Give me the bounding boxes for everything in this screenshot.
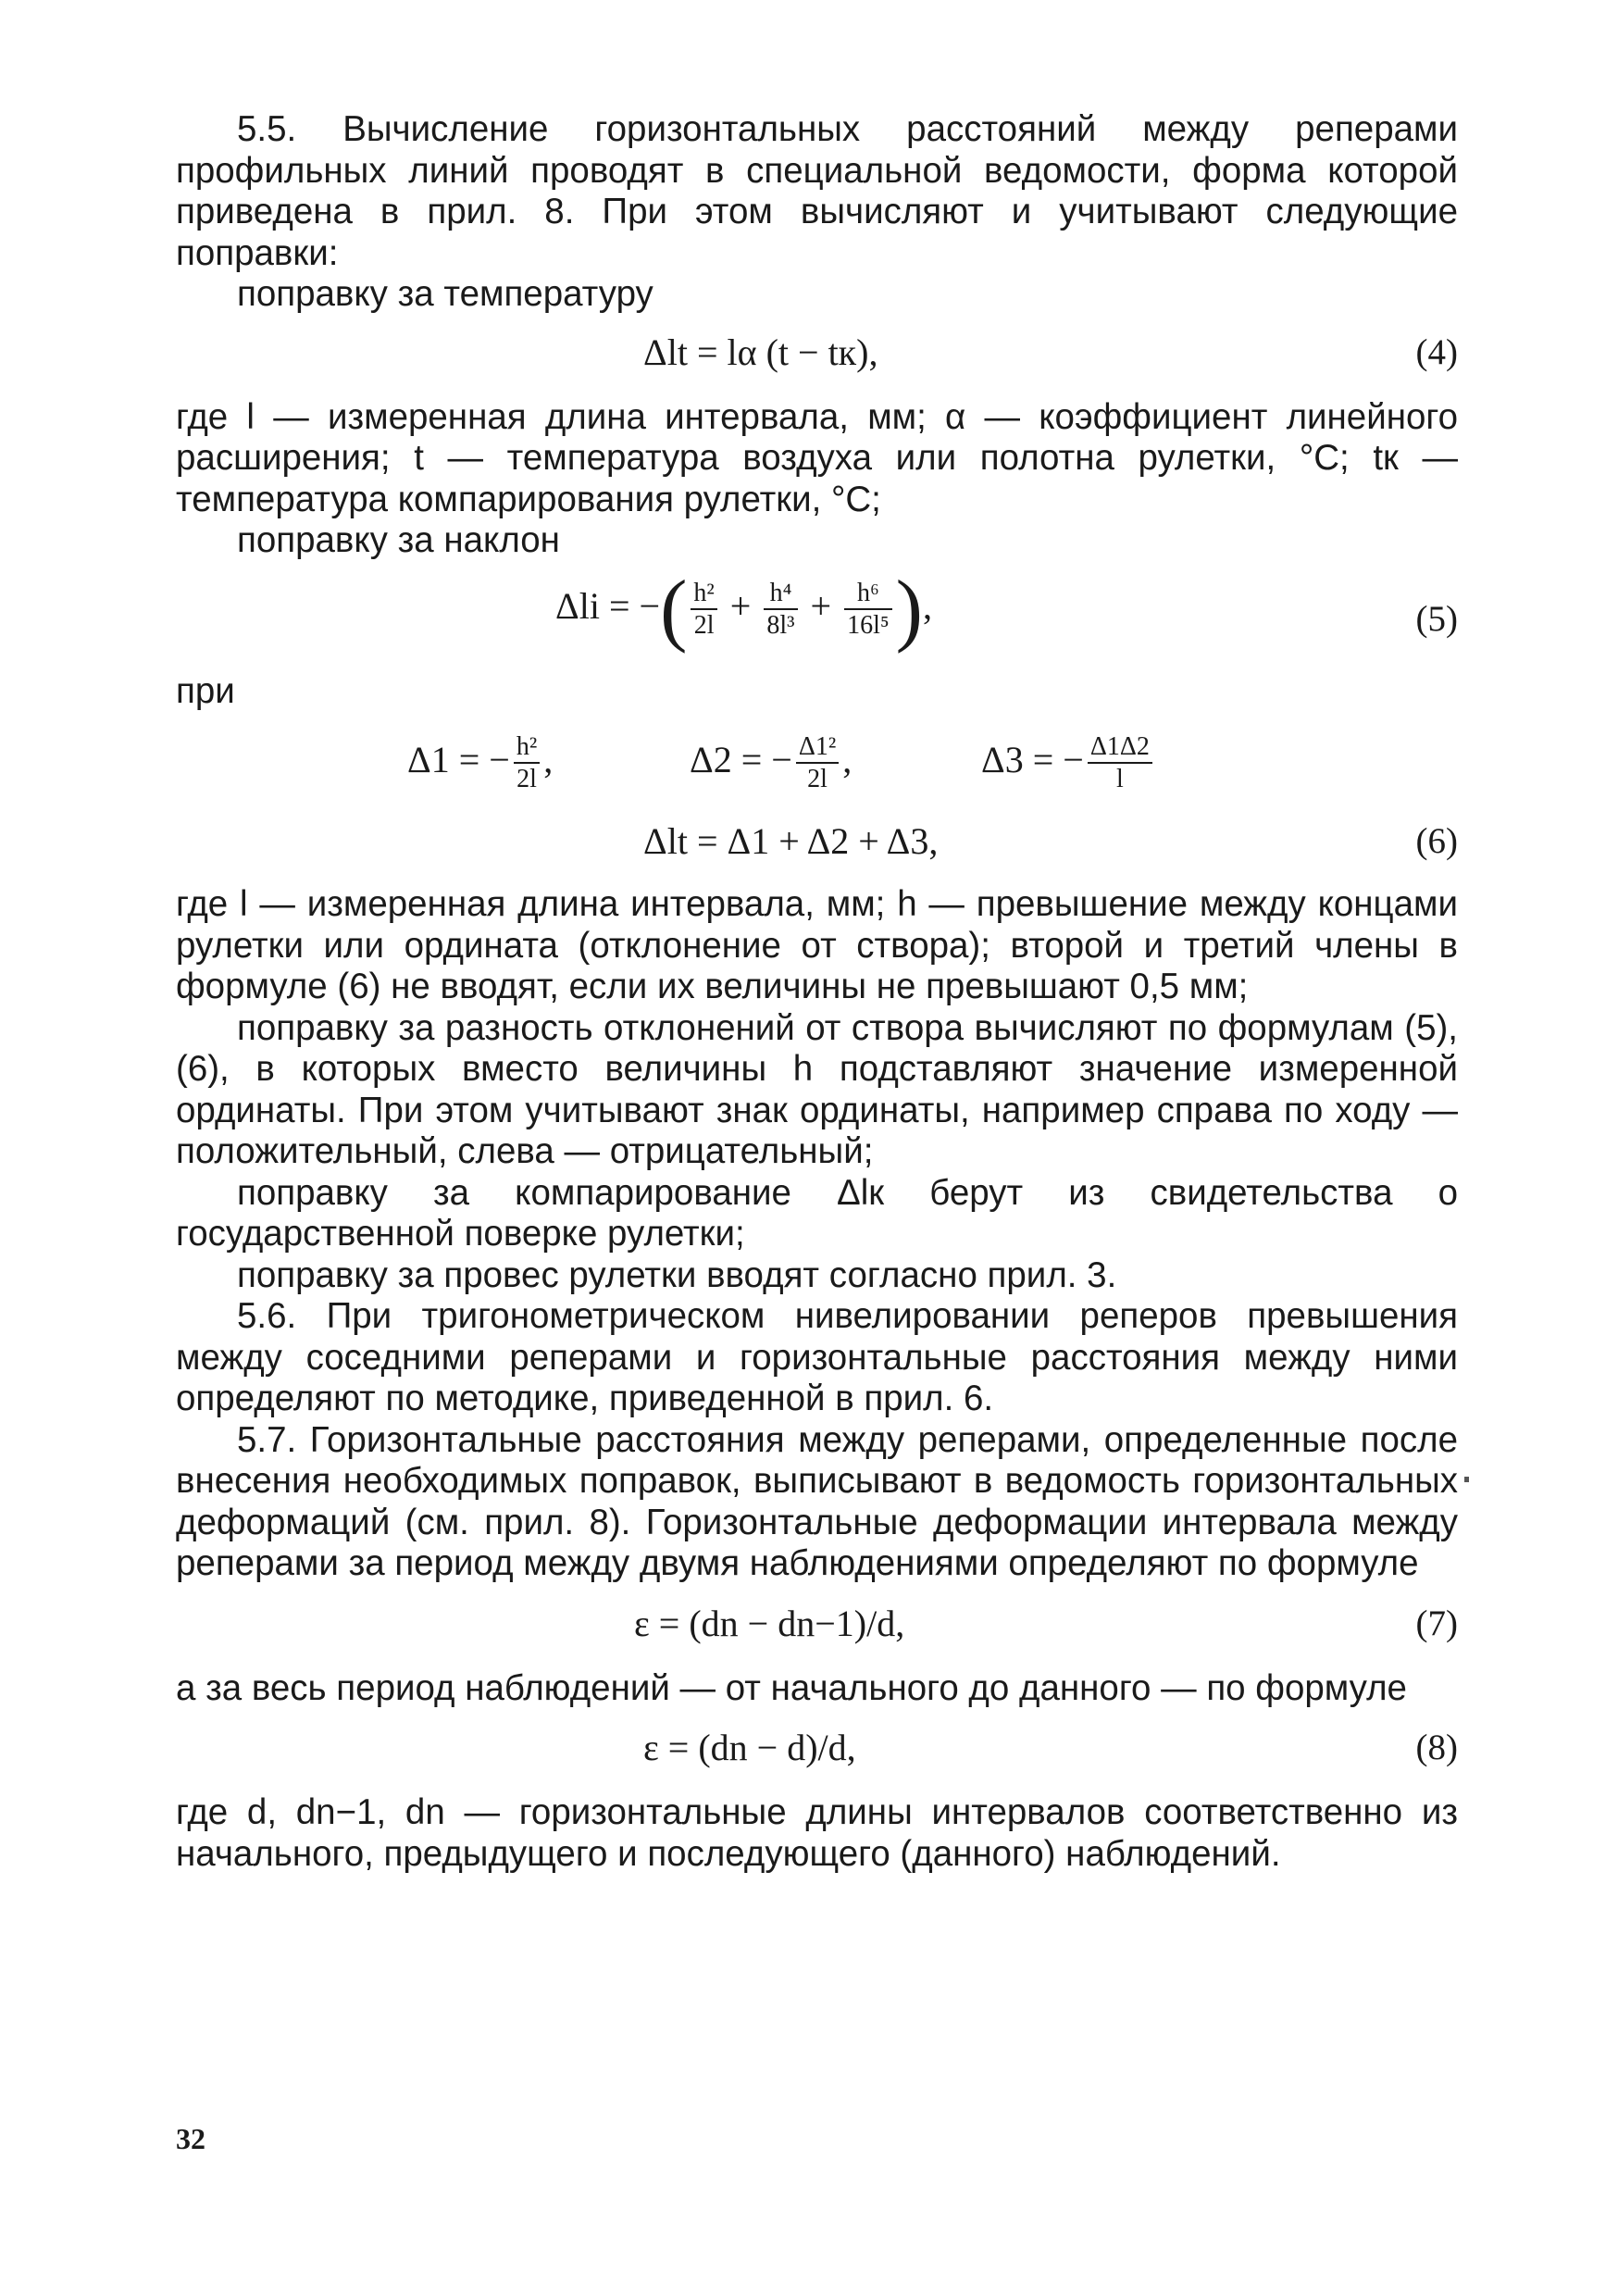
formula-8-expression: ε = (dn − d)/d, (643, 1727, 856, 1768)
formula-4 (176, 316, 1458, 397)
formula-5-term-3-denominator: 16l⁵ (847, 610, 890, 640)
formula-6-deltas (176, 719, 1458, 810)
formula-5-lhs: Δli = − (555, 584, 661, 627)
formula-6-delta-3-denominator: l (1115, 765, 1124, 793)
formula-6-number: (6) (1415, 821, 1458, 861)
formula-6-delta-3-lhs: Δ3 = − (981, 739, 1084, 781)
formula-6-sum: Δlt = Δ1 + Δ2 + Δ3, (643, 820, 939, 862)
formula-7 (176, 1585, 1458, 1668)
formula-6-delta-3-numerator: Δ1Δ2 (1088, 732, 1152, 764)
paragraph-sag-correction: поправку за провес рулетки вводят согласно прил. 3. (237, 1254, 1117, 1295)
paragraph-alignment-correction: поправку за разность отклонений от створа вычисляют по формулам (5), (6), в которых вместо величины h подставляют значение измеренной ординаты. При этом учитывают знак ординаты, например справа по ходу — положительный, слева — отрицательный; (176, 1007, 1458, 1171)
formula-6-delta-2: Δ2 = − $\frac{\text{Δ1²}}{2l}$ , (690, 732, 853, 793)
formula-6-delta-3-fraction (1088, 732, 1152, 795)
formula-6-delta-1-denominator: 2l (517, 765, 537, 793)
formula-5-term-2-denominator: 8l³ (766, 610, 795, 640)
formula-6 (176, 810, 1458, 884)
formula-5-number: (5) (1415, 598, 1458, 639)
formula-5-term-3 (844, 579, 892, 642)
formula-6-delta-1-numerator: h² (514, 732, 540, 764)
paragraph-5-7: 5.7. Горизонтальные расстояния между реперами, определенные после внесения необходимых поправок, выписывают в ведомость горизонтальных деформаций (см. прил. 8). Горизонтальные деформации интервала между реперами за период между двумя наблюдениями определяют по формуле (176, 1419, 1458, 1583)
formula-5-term-1-numerator: h² (691, 579, 716, 610)
paragraph-pri: при (176, 670, 235, 711)
formula-5-close-paren: ) (895, 564, 923, 655)
margin-mark (1464, 1477, 1469, 1482)
formula-5-open-paren: ( (660, 564, 688, 655)
formula-5-term-3-numerator: h⁶ (844, 579, 892, 610)
formula-7-expression: ε = (dn − dn−1)/d, (634, 1602, 905, 1644)
paragraph-slope-correction: поправку за наклон (237, 520, 560, 560)
paragraph-5-6: 5.6. При тригонометрическом нивелировании реперов превышения между соседними реперами и горизонтальные расстояния между ними определяют по методике, приведенной в прил. 6. (176, 1296, 1458, 1418)
paragraph-slope-legend: где l — измеренная длина интервала, мм; h — превышение между концами рулетки или ордината (отклонение от створа); второй и третий члены в формуле (6) не вводят, если их величины не превышают 0,5 мм; (176, 884, 1458, 1006)
formula-6-delta-3 (981, 732, 1156, 795)
formula-6-delta-1: Δ1 = − $\frac{\text{h²}}{2l}$ , (407, 732, 554, 793)
formula-6-delta-1-lhs: Δ1 = − (407, 739, 510, 781)
formula-5-expression: Δli = −( $\frac{\text{h²}}{2l}$ + $\frac{\text{h⁴}}{\text{8l³}}$ + $\frac{\text{h⁶}}{\text{16l⁵}}$ ), (555, 564, 932, 655)
paragraph-temperature-legend: где l — измеренная длина интервала, мм; α — коэффициент линейного расширения; t — температура воздуха или полотна рулетки, °С; tк — температура компарирования рулетки, °С; (176, 396, 1458, 519)
formula-6-delta-2-numerator: Δ1² (796, 732, 839, 764)
page-body (176, 109, 1458, 1875)
page-number: 32 (176, 2122, 205, 2155)
formula-5 (176, 562, 1458, 671)
paragraph-temperature-correction: поправку за температуру (237, 274, 653, 314)
formula-4-expression: Δlt = lα (t − tк), (643, 331, 878, 373)
formula-6-delta-2-denominator: 2l (807, 765, 828, 793)
paragraph-whole-period: а за весь период наблюдений — от начального до данного — по формуле (176, 1667, 1407, 1708)
formula-5-term-1-denominator: 2l (693, 610, 715, 640)
formula-8-number: (8) (1415, 1728, 1458, 1767)
formula-8 (176, 1709, 1458, 1792)
paragraph-5-5: 5.5. Вычисление горизонтальных расстояний между реперами профильных линий проводят в специальной ведомости, форма которой приведена в прил. 8. При этом вычисляют и учитывают следующие поправки: (176, 109, 1458, 273)
formula-6-delta-2-fraction (796, 732, 839, 795)
paragraph-lengths-legend: где d, dn−1, dn — горизонтальные длины интервалов соответственно из начального, предыдущего и последующего (данного) наблюдений. (176, 1792, 1458, 1874)
formula-7-number: (7) (1415, 1603, 1458, 1643)
formula-6-delta-2-lhs: Δ2 = − (690, 739, 792, 781)
formula-4-number: (4) (1415, 331, 1458, 372)
formula-6-delta-1-fraction (514, 732, 540, 795)
paragraph-comparison-correction: поправку за компарирование Δlк берут из свидетельства о государственной поверке рулетки; (176, 1172, 1458, 1254)
formula-5-term-1 (691, 579, 716, 642)
formula-5-term-2 (764, 579, 797, 642)
formula-5-term-2-numerator: h⁴ (764, 579, 797, 610)
